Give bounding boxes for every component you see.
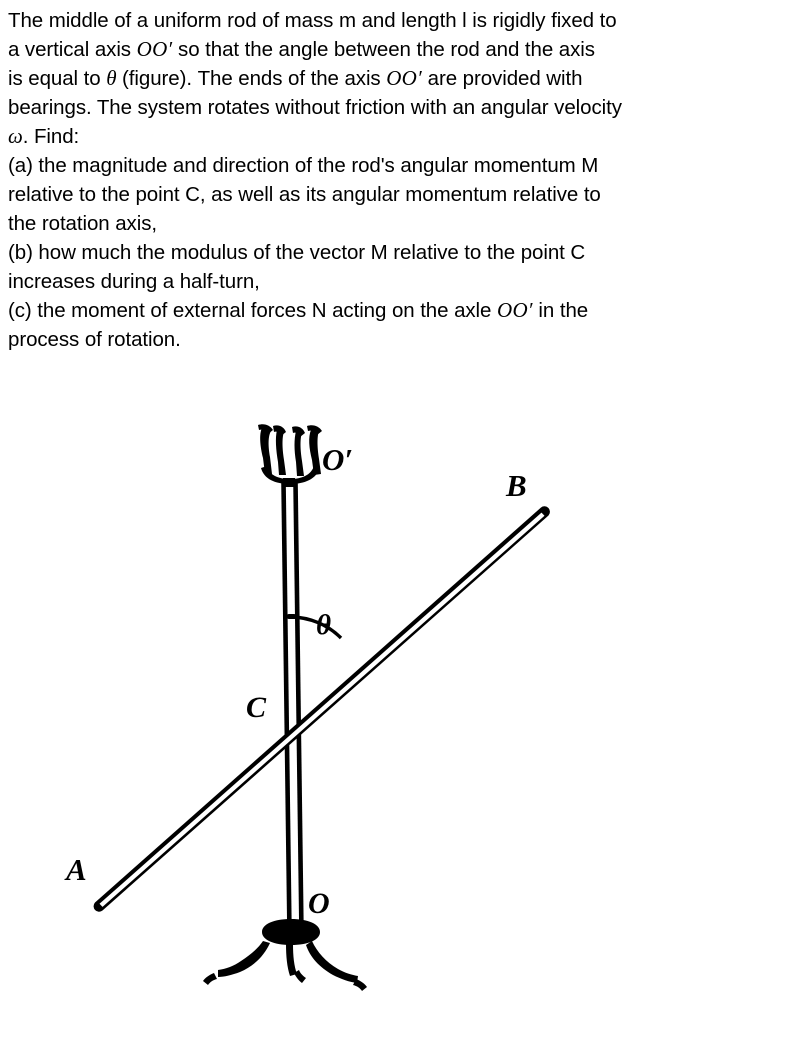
vertical-axis-OO-prime [284, 482, 302, 934]
label-axis-top: O′ [322, 442, 354, 477]
rod-AB [94, 506, 550, 911]
math-italic-symbol: OO′ [136, 37, 173, 61]
statement-line: (b) how much the modulus of the vector M relative to the point C [8, 241, 586, 264]
statement-line: The middle of a uniform rod of mass m and length l is rigidly fixed to [8, 9, 617, 32]
statement-line: (c) the moment of external forces N acting on the axle OO′ in the [8, 298, 589, 322]
math-italic-symbol: OO′ [386, 66, 423, 90]
angle-arc-tick [287, 614, 296, 619]
statement-line: ω. Find: [8, 124, 80, 148]
statement-line: the rotation axis, [8, 212, 157, 235]
statement-line: relative to the point C, as well as its angular momentum relative to [8, 183, 601, 206]
label-rod-end-upper: B [506, 468, 527, 503]
problem-statement [8, 6, 796, 354]
statement-line: process of rotation. [8, 328, 181, 351]
statement-line: bearings. The system rotates without friction with an angular velocity [8, 96, 622, 119]
figure-diagram [0, 400, 800, 1041]
label-center-C: C [246, 691, 267, 724]
statement-line: is equal to θ (figure). The ends of the axis OO′ are provided with [8, 66, 583, 90]
top-bearing-icon [258, 424, 322, 487]
label-rod-end-lower: A [66, 852, 87, 887]
math-italic-symbol: OO′ [496, 298, 533, 322]
math-greek-symbol: ω [8, 124, 23, 148]
math-greek-symbol: θ [106, 66, 117, 90]
rod-on-axis-diagram [0, 400, 800, 1041]
statement-line: increases during a half-turn, [8, 270, 260, 293]
label-angle-theta: θ [316, 609, 332, 641]
bottom-bearing-icon [203, 919, 367, 991]
statement-line: a vertical axis OO′ so that the angle between the rod and the axis [8, 37, 595, 61]
label-axis-bottom: O [308, 887, 330, 920]
statement-line: (a) the magnitude and direction of the rod's angular momentum M [8, 154, 599, 177]
